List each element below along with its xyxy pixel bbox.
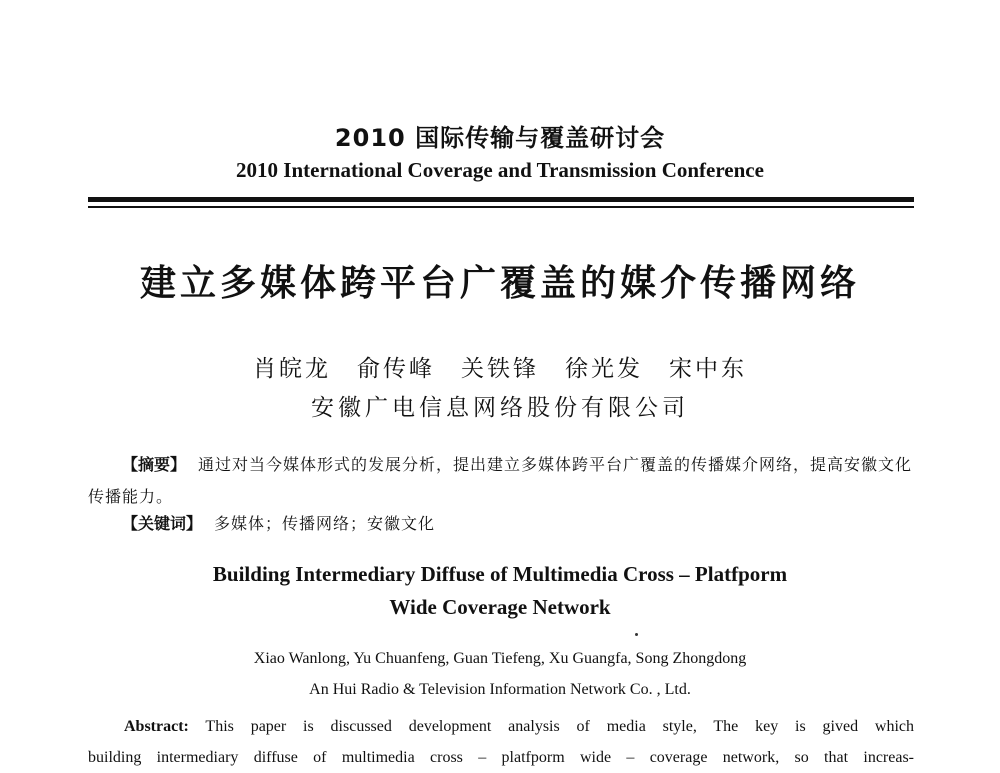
- header-rule-thick: [88, 197, 914, 202]
- abstract-label-en: Abstract:: [124, 718, 189, 735]
- abstract-cn: [88, 449, 914, 513]
- keywords-cn: [122, 511, 912, 534]
- abstract-label-cn: 【摘要】: [122, 455, 187, 474]
- keywords-label-cn: 【关键词】: [122, 514, 203, 533]
- abstract-text-en-line2: building intermediary diffuse of multimedia cross – platfporm wide – coverage network, so that increas-: [88, 749, 914, 766]
- conference-title-en: 2010 International Coverage and Transmission Conference: [236, 158, 764, 182]
- authors-cn: 肖皖龙 俞传峰 关铁锋 徐光发 宋中东: [253, 356, 747, 382]
- affiliation-cn: 安徽广电信息网络股份有限公司: [311, 395, 689, 421]
- header-rule-thin: [88, 206, 914, 208]
- paper-title-cn: 建立多媒体跨平台广覆盖的媒介传播网络: [139, 263, 860, 304]
- abstract-text-cn: 通过对当今媒体形式的发展分析，提出建立多媒体跨平台广覆盖的传播媒介网络，提高安徽文化传播能力。: [88, 455, 913, 506]
- paper-title-en-line1: Building Intermediary Diffuse of Multimedia Cross – Platfporm: [212, 562, 788, 586]
- abstract-text-en-line1: This paper is discussed development analysis of media style, The key is gived which: [205, 718, 914, 735]
- keywords-text-cn: 多媒体；传播网络；安徽文化: [214, 514, 436, 533]
- authors-en: Xiao Wanlong, Yu Chuanfeng, Guan Tiefeng, Xu Guangfa, Song Zhongdong: [253, 650, 747, 667]
- affiliation-en: An Hui Radio & Television Information Network Co. , Ltd.: [309, 681, 691, 698]
- conference-title-cn: 2010 国际传输与覆盖研讨会: [334, 124, 666, 152]
- abstract-en-line1: [88, 711, 914, 742]
- abstract-en: [88, 711, 914, 773]
- paper-title-en-line2: Wide Coverage Network: [389, 595, 611, 619]
- stray-dot: [635, 633, 638, 636]
